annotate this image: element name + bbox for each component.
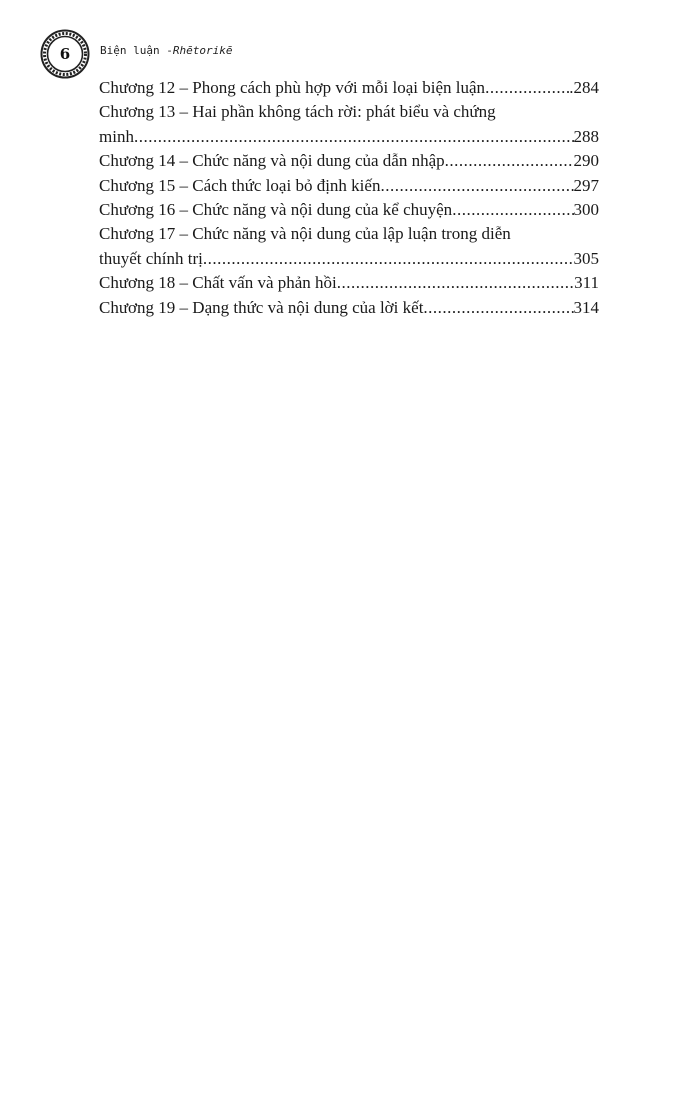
book-title: Biện luận - (100, 43, 173, 57)
dot-leader (337, 271, 574, 295)
page-number-badge (40, 29, 90, 79)
toc-entry-page: 288 (573, 126, 599, 146)
toc-entry-page: 311 (574, 273, 599, 293)
toc-entry-13[interactable] (99, 100, 599, 149)
toc-entry-17[interactable] (99, 222, 599, 271)
toc-entry-title: Chương 15 – Cách thức loại bỏ định kiến (99, 175, 381, 195)
toc-entry-title: Chương 14 – Chức năng và nội dung của dẫn nhập (99, 151, 445, 171)
dot-leader (485, 76, 569, 100)
toc-entry-title: Chương 13 – Hai phần không tách rời: phát biểu và chứng (99, 102, 496, 122)
toc-entry-title-cont: minh (99, 126, 134, 146)
toc-entry-14[interactable] (99, 149, 599, 173)
toc-entry-title: Chương 17 – Chức năng và nội dung của lập luận trong diễn (99, 224, 511, 244)
dot-leader (445, 149, 574, 173)
toc-entry-page: .284 (569, 78, 599, 97)
dot-leader (134, 125, 574, 149)
toc-entry-title: Chương 16 – Chức năng và nội dung của kể chuyện (99, 200, 453, 220)
toc-entry-title: Chương 19 – Dạng thức và nội dung của lời kết (99, 297, 424, 317)
page-number: 6 (59, 45, 71, 63)
dot-leader (452, 198, 573, 222)
toc-entry-page: 305 (573, 248, 599, 268)
toc-entry-12[interactable] (99, 76, 599, 100)
toc-entry-18[interactable] (99, 271, 599, 295)
toc-entry-19[interactable] (99, 296, 599, 320)
toc-entry-title-cont: thuyết chính trị (99, 248, 203, 268)
table-of-contents (99, 76, 599, 320)
dot-leader (423, 296, 573, 320)
page-header (40, 26, 232, 82)
toc-entry-15[interactable] (99, 174, 599, 198)
running-head (100, 44, 232, 57)
toc-entry-page: 300 (573, 200, 599, 220)
toc-entry-page: 290 (573, 151, 599, 171)
toc-entry-16[interactable] (99, 198, 599, 222)
toc-entry-page: 314 (573, 297, 599, 317)
book-subtitle: Rhētorikē (172, 43, 233, 57)
dot-leader (203, 247, 574, 271)
toc-entry-title: Chương 12 – Phong cách phù hợp với mỗi loại biện luận (99, 78, 486, 97)
dot-leader (380, 174, 573, 198)
toc-entry-title: Chương 18 – Chất vấn và phản hồi (99, 273, 337, 293)
toc-entry-page: 297 (573, 175, 599, 195)
